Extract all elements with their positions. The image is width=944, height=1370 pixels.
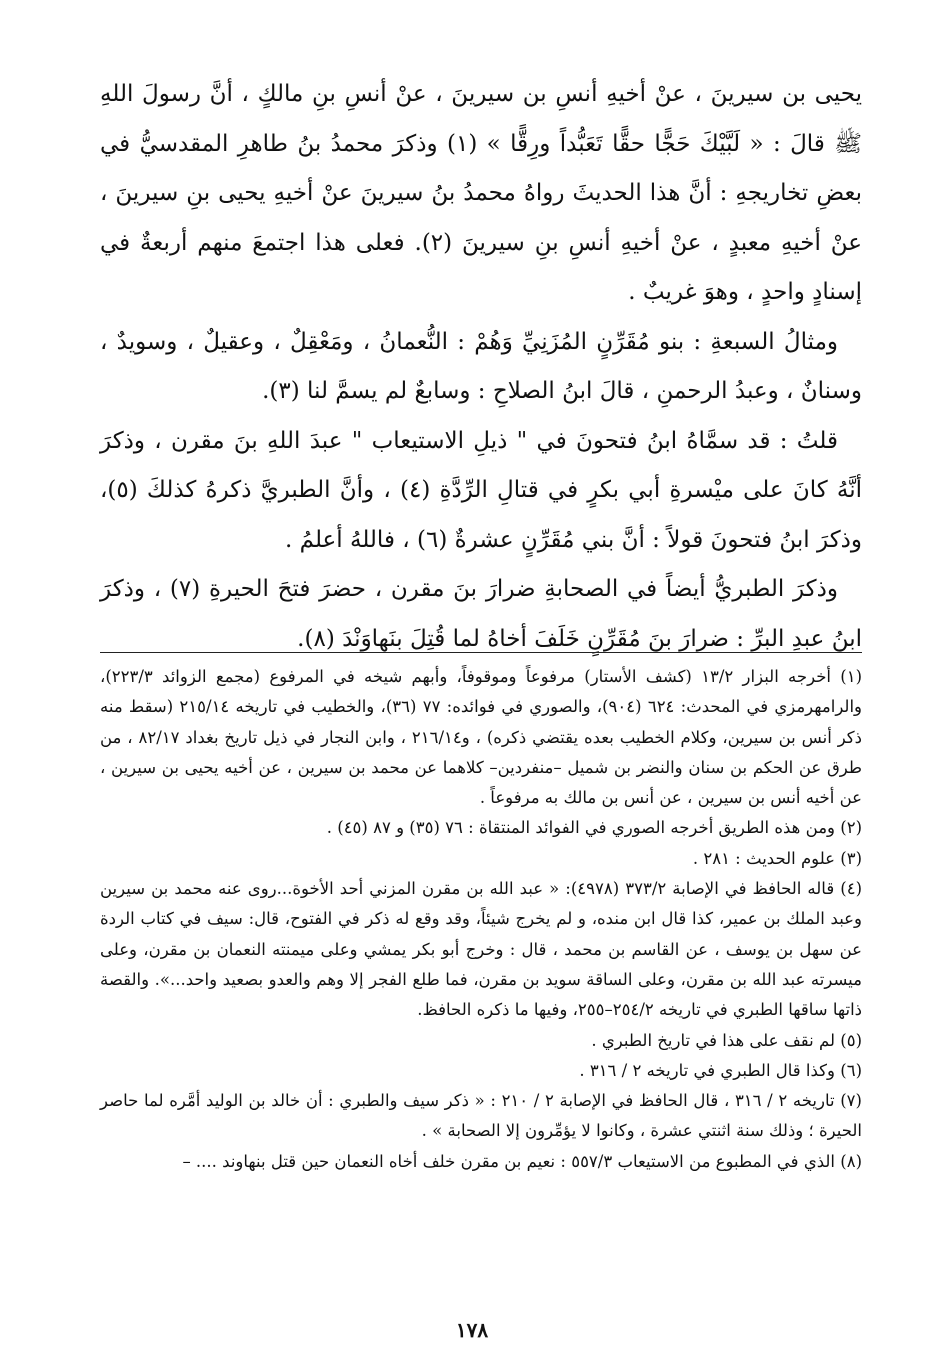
footnote-2: (٢) ومن هذه الطريق أخرجه الصوري في الفوائد المنتقاة : ٧٦ (٣٥) و ٨٧ (٤٥) . <box>326 818 862 838</box>
footnote-8: (٨) الذي في المطبوع من الاستيعاب ٥٥٧/٣ : نعيم بن مقرن خلف أخاه النعمان حين قتل بنهاوند .... – <box>182 1151 862 1171</box>
footnote-6: (٦) وكذا قال الطبري في تاريخه ٢ / ٣١٦ . <box>579 1060 862 1080</box>
paragraph-1: يحيى بن سيرينَ ، عنْ أخيهِ أنسِ بن سيرينَ ، عنْ أنسِ بنِ مالكٍ ، أنَّ رسولَ اللهِ ﷺ قالَ : « لَبَّيْكَ حَجًّا حقًّا تَعَبُّداً ورِقًّا » (١) وذكرَ محمدُ بنُ طاهرِ المقدسيُّ في بعضِ تخاريجهِ : أنَّ هذا الحديثَ رواهُ محمدُ بنُ سيرينَ عنْ أخيهِ يحيى بنِ سيرينَ ، عنْ أخيهِ معبدٍ ، عنْ أخيهِ أنسِ بنِ سيرينَ (٢). فعلى هذا اجتمعَ منهم أربعةٌ في إسنادٍ واحدٍ ، وهوَ غريبٌ . <box>100 81 862 305</box>
footnote-3: (٣) علوم الحديث : ٢٨١ . <box>692 848 862 868</box>
footnote-7: (٧) تاريخه ٢ / ٣١٦ ، قال الحافظ في الإصابة ٢ / ٢١٠ : « ذكر سيف والطبري : أن خالد بن الوليد أمَّره لما حاصر الحيرة ؛ وذلك سنة اثنتي عشرة ، وكانوا لا يؤمِّرون إلا الصحابة » . <box>100 1091 862 1141</box>
paragraph-2: ومثالُ السبعةِ : بنو مُقَرِّنٍ المُزَنِيِّ وَهُمْ : النُّعمانُ ، ومَعْقِلٌ ، وعقيلٌ ، وسويدٌ ، وسنانٌ ، وعبدُ الرحمنِ ، قالَ ابنُ الصلاحِ : وسابعٌ لم يسمَّ لنا (٣). <box>100 328 862 404</box>
footnote-4: (٤) قاله الحافظ في الإصابة ٣٧٣/٢ (٤٩٧٨): « عبد الله بن مقرن المزني أحد الأخوة...روى عنه محمد بن سيرين وعبد الملك بن عمير، كذا قال ابن منده، و لم يخرج شيئاً، وقد وقع له ذكر في الفتوح، قال: سيف في كتاب الردة عن سهل بن يوسف ، عن القاسم بن محمد ، قال : وخرج أبو بكر يمشي وعلى ميمنته النعمان بن مقرن، وعلى ميسرته عبد الله بن مقرن، وعلى الساقة سويد بن مقرن، فما طلع الفجر إلا وهم والعدو بصعيد واحد...». والقصة ذاتها ساقها الطبري في تاريخه ٢٥٤/٢–٢٥٥، وفيها ما ذكره الحافظ. <box>100 879 863 1020</box>
footnote-1: (١) أخرجه البزار ١٣/٢ (كشف الأستار) مرفوعاً وموقوفاً، وأبهم شيخه في المرفوع (مجمع الزوائد ٢٢٣/٣)، والرامهرمزي في المحدث: ٦٢٤ (٩٠٤)، والصوري في فوائده: ٧٧ (٣٦)، والخطيب في تاريخه ٢١٥/١٤ (سقط منه ذكر أنس بن سيرين، وكلام الخطيب بعده يقتضي ذكره) ، و٢١٦/١٤ ، وابن النجار في ذيل تاريخ بغداد ٨٢/١٧ ، من طرق عن الحكم بن سنان والنضر بن شميل –منفردين– كلاهما عن محمد بن سيرين ، عن أخيه يحيى بن سيرين ، عن أخيه أنس بن سيرين ، عن أنس بن مالك به مرفوعاً . <box>100 667 863 808</box>
paragraph-4: وذكرَ الطبريُّ أيضاً في الصحابةِ ضرارَ بنَ مقرن ، حضرَ فتحَ الحيرةِ (٧) ، وذكرَ ابنُ عبدِ البرِّ : ضرارَ بنَ مُقَرِّنٍ خَلَفَ أخاهُ لما قُتِلَ بنَهاوَنْدَ (٨). <box>100 576 862 652</box>
main-text <box>100 70 862 664</box>
footnote-separator <box>100 652 862 653</box>
page-number: ١٧٨ <box>455 1318 489 1342</box>
footnote-5: (٥) لم نقف على هذا في تاريخ الطبري . <box>591 1030 862 1050</box>
paragraph-3: قلتُ : قد سمَّاهُ ابنُ فتحونَ في " ذيلِ الاستيعاب " عبدَ اللهِ بنَ مقرن ، وذكرَ أنَّهُ كانَ على ميْسرةِ أبي بكرٍ في قتالِ الرِّدَّةِ (٤) ، وأنَّ الطبريَّ ذكرهُ كذلكَ (٥)، وذكرَ ابنُ فتحونَ قولاً : أنَّ بني مُقَرِّنٍ عشرةٌ (٦) ، فاللهُ أعلمُ . <box>100 427 862 553</box>
footnotes <box>100 662 862 1177</box>
